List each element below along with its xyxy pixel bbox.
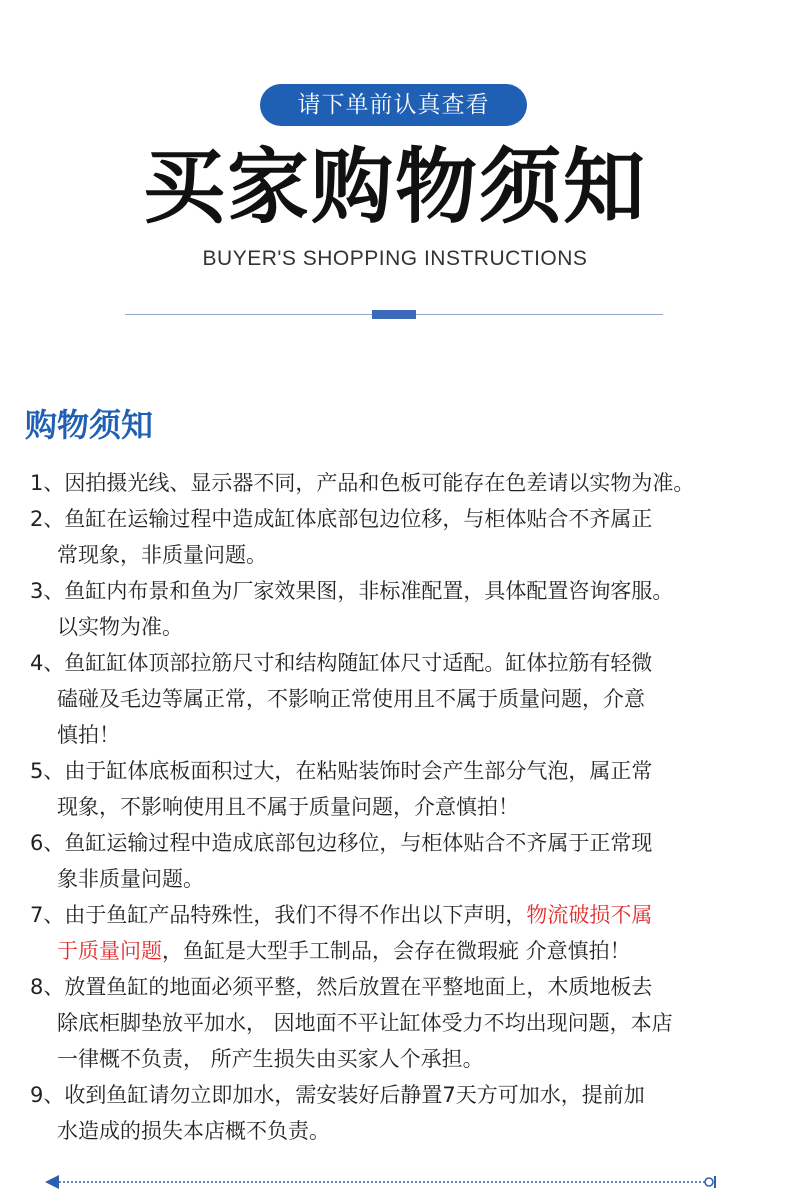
list-item (30, 573, 785, 645)
item-line: 以实物为准。 (57, 615, 183, 639)
item-line: 8、放置鱼缸的地面必须平整，然后放置在平整地面上，木质地板去 (30, 975, 653, 999)
list-item (30, 825, 785, 897)
list-item (30, 1077, 785, 1149)
bottom-arrow-divider (45, 1172, 720, 1192)
instruction-list (30, 465, 785, 1149)
warning-text: 物流破损不属 (526, 903, 653, 927)
item-line: 现象，不影响使用且不属于质量问题，介意慎拍！ (57, 795, 519, 819)
item-line (30, 933, 785, 969)
item-line: 3、鱼缸内布景和鱼为厂家效果图，非标准配置，具体配置咨询客服。 (30, 579, 674, 603)
item-line: 除底柜脚垫放平加水， 因地面不平让缸体受力不均出现问题，本店 (57, 1011, 673, 1035)
item-line: 1、因拍摄光线、显示器不同，产品和色板可能存在色差请以实物为准。 (30, 471, 695, 495)
section-heading: 购物须知 (25, 406, 154, 444)
warning-text: 于质量问题 (57, 939, 162, 963)
item-line (30, 897, 785, 933)
divider-accent (372, 310, 416, 319)
list-item (30, 645, 785, 753)
notice-pill: 请下单前认真查看 (260, 84, 527, 126)
end-dot-icon (705, 1178, 713, 1186)
item-line: 水造成的损失本店概不负责。 (57, 1119, 330, 1143)
item-line: 5、由于缸体底板面积过大，在粘贴装饰时会产生部分气泡，属正常 (30, 759, 653, 783)
item-line: 磕碰及毛边等属正常，不影响正常使用且不属于质量问题，介意 (57, 687, 645, 711)
page-subtitle: BUYER'S SHOPPING INSTRUCTIONS (202, 247, 588, 270)
item-line: 常现象，非质量问题。 (57, 543, 267, 567)
list-item (30, 753, 785, 825)
list-item (30, 969, 785, 1077)
item-line: 6、鱼缸运输过程中造成底部包边移位，与柜体贴合不齐属于正常现 (30, 831, 653, 855)
list-item (30, 897, 785, 969)
page-title: 买家购物须知 (142, 140, 647, 235)
list-item (30, 465, 785, 501)
item-line: 4、鱼缸缸体顶部拉筋尺寸和结构随缸体尺寸适配。缸体拉筋有轻微 (30, 651, 653, 675)
item-line: 象非质量问题。 (57, 867, 204, 891)
item-text: 7、由于鱼缸产品特殊性，我们不得不作出以下声明， (30, 903, 527, 927)
item-text: ，鱼缸是大型手工制品，会存在微瑕疵 介意慎拍！ (162, 939, 631, 963)
item-line: 9、收到鱼缸请勿立即加水，需安装好后静置7天方可加水，提前加 (30, 1083, 645, 1107)
item-line: 一律概不负责， 所产生损失由买家人个承担。 (57, 1047, 484, 1071)
item-line: 慎拍！ (57, 723, 120, 747)
item-line: 2、鱼缸在运输过程中造成缸体底部包边位移，与柜体贴合不齐属正 (30, 507, 653, 531)
list-item (30, 501, 785, 573)
